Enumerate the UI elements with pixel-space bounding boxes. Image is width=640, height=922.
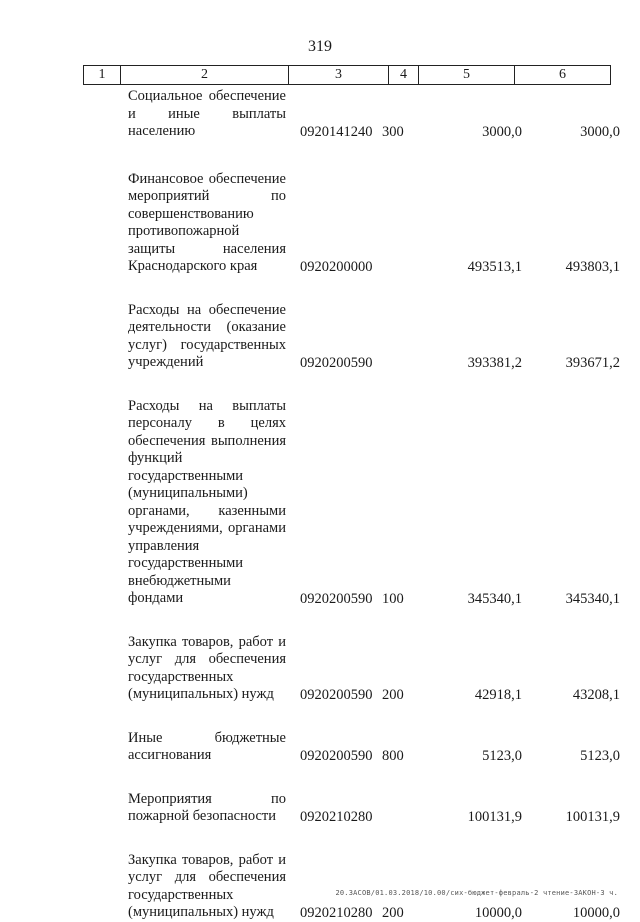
row-value-5: 3000,0 [482,123,522,140]
row-code: 0920200000 [300,258,373,275]
row-vr: 200 [382,904,404,921]
row-code: 0920200590 [300,354,373,371]
row-value-6: 3000,0 [580,123,620,140]
page-number: 319 [308,38,332,55]
header-col-1: 1 [84,66,121,84]
row-name: Закупка товаров, работ и услуг для обеспечения государственных (муниципальных) нужд [128,851,286,920]
row-value-6: 393671,2 [565,354,620,371]
row-vr: 200 [382,686,404,703]
budget-table [0,86,640,922]
row-value-6: 5123,0 [580,747,620,764]
row-value-6: 345340,1 [565,590,620,607]
row-code: 0920210280 [300,808,373,825]
table-row [0,634,640,704]
row-name: Финансовое обеспечение мероприятий по совершенствованию противопожарной защиты населения Краснодарского края [128,170,286,274]
row-code: 0920200590 [300,686,373,703]
row-value-5: 493513,1 [467,258,522,275]
row-value-6: 100131,9 [565,808,620,825]
row-vr: 300 [382,123,404,140]
table-row [0,171,640,276]
row-code: 0920141240 [300,123,373,140]
table-row [0,398,640,608]
table-row [0,791,640,826]
row-name: Расходы на обеспечение деятельности (оказание услуг) государственных учреждений [128,301,286,370]
row-value-5: 345340,1 [467,590,522,607]
row-vr: 100 [382,590,404,607]
row-value-6: 43208,1 [572,686,620,703]
table-header [83,65,611,85]
row-value-6: 493803,1 [565,258,620,275]
row-value-5: 10000,0 [474,904,522,921]
row-name: Расходы на выплаты персоналу в целях обеспечения выполнения функций государственными (муниципальными) органами, казенными учреждениями, органами управления государственными внебюджетными фондами [128,397,286,606]
row-code: 0920200590 [300,747,373,764]
table-row [0,730,640,765]
row-code: 0920200590 [300,590,373,607]
header-col-2: 2 [121,66,289,84]
table-row [0,852,640,922]
row-code: 0920210280 [300,904,373,921]
row-vr: 800 [382,747,404,764]
header-col-6: 6 [559,67,566,82]
header-col-3: 3 [289,66,389,84]
row-name: Иные бюджетные ассигнования [128,729,286,763]
row-name: Социальное обеспечение и иные выплаты населению [128,88,286,139]
row-value-5: 100131,9 [467,808,522,825]
row-value-5: 5123,0 [482,747,522,764]
table-row [0,88,640,141]
row-name: Закупка товаров, работ и услуг для обеспечения государственных (муниципальных) нужд [128,633,286,702]
table-row [0,302,640,372]
row-value-5: 42918,1 [474,686,522,703]
header-col-5: 5 [419,66,515,84]
row-value-6: 10000,0 [572,904,620,921]
row-value-5: 393381,2 [467,354,522,371]
document-footer: 20.3АСОВ/01.03.2018/10.00/сих-бюджет-февраль-2 чтение-ЗАКОН-3 ч. [335,889,618,897]
header-col-4: 4 [389,66,419,84]
row-name: Мероприятия по пожарной безопасности [128,790,286,824]
